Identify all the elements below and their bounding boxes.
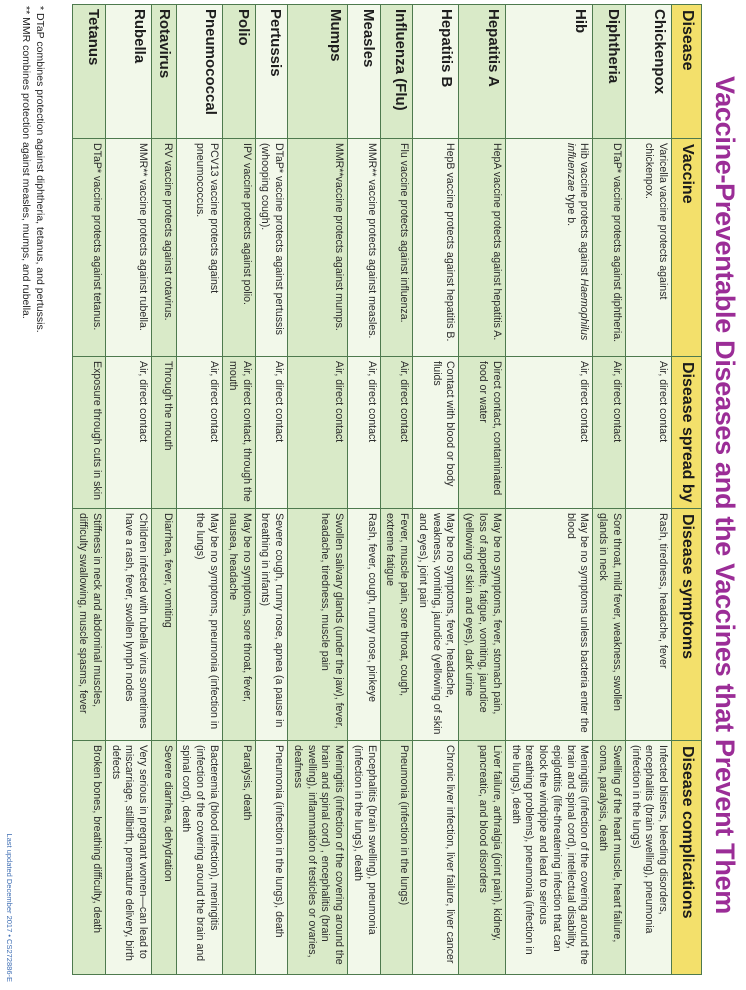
symptoms-cell: May be no symptoms, sore throat, fever, nausea, headache [223, 509, 256, 741]
vaccine-italic-text: Haemophilus influenzae [564, 143, 591, 341]
vaccine-cell [505, 139, 593, 357]
symptoms-cell: Children infected with rubella virus sometimes have a rash, fever, swollen lymph nodes [105, 509, 151, 741]
footnotes [19, 6, 46, 333]
symptoms-cell: May be no symptoms unless bacteria enter the blood [505, 509, 593, 741]
table-row [380, 5, 413, 975]
table-row [152, 5, 177, 975]
complications-cell: Chronic liver infection, liver failure, liver cancer [413, 741, 459, 975]
disease-cell: Measles [348, 5, 381, 139]
complications-cell: Pneumonia (infection in the lungs), death [255, 741, 288, 975]
vaccine-cell: HepA vaccine protects against hepatitis A. [459, 139, 505, 357]
spread-cell: Air, direct contact [505, 357, 593, 509]
vaccine-table [72, 4, 702, 975]
disease-cell: Mumps [288, 5, 348, 139]
disease-cell: Polio [223, 5, 256, 139]
vaccine-cell: Flu vaccine protects against influenza. [380, 139, 413, 357]
table-row [288, 5, 348, 975]
vaccine-table-container [72, 4, 702, 974]
vaccine-cell: DTaP* vaccine protects against diphtheria. [593, 139, 626, 357]
complications-cell: Very serious in pregnant women—can lead to miscarriage, stillbirth, premature delivery, birth defects [105, 741, 151, 975]
column-header-disease: Disease [672, 5, 702, 139]
disease-cell: Hib [505, 5, 593, 139]
footnote-mmr: ** MMR combines protection against measles, mumps, and rubella. [20, 6, 33, 319]
table-header-row [672, 5, 702, 975]
vaccine-cell: IPV vaccine protects against polio. [223, 139, 256, 357]
spread-cell: Air, direct contact, through the mouth [223, 357, 256, 509]
spread-cell: Air, direct contact [105, 357, 151, 509]
symptoms-cell: Severe cough, runny nose, apnea (a pause in breathing in infants) [255, 509, 288, 741]
symptoms-cell: May be no symptoms, fever, stomach pain, loss of appetite, fatigue, vomiting, jaundice (yellowing of skin and eyes), dark urine [459, 509, 505, 741]
disease-cell: Rubella [105, 5, 151, 139]
table-row [105, 5, 151, 975]
vaccine-cell: PCV13 vaccine protects against pneumococcus. [176, 139, 222, 357]
complications-cell: Pneumonia (infection in the lungs) [380, 741, 413, 975]
table-row [176, 5, 222, 975]
disease-cell: Diphtheria [593, 5, 626, 139]
spread-cell: Air, direct contact [255, 357, 288, 509]
spread-cell: Air, direct contact [380, 357, 413, 509]
spread-cell: Air, direct contact [348, 357, 381, 509]
spread-cell: Through the mouth [152, 357, 177, 509]
vaccine-cell: MMR**vaccine protects against mumps. [288, 139, 348, 357]
disease-cell: Influenza (Flu) [380, 5, 413, 139]
table-row [459, 5, 505, 975]
symptoms-cell: Sore throat, mild fever, weakness, swollen glands in neck [593, 509, 626, 741]
symptoms-cell: Fever, muscle pain, sore throat, cough, extreme fatigue [380, 509, 413, 741]
table-row [413, 5, 459, 975]
footnote-dtap: * DTaP combines protection against diphtheria, tetanus, and pertussis. [34, 6, 46, 333]
disease-cell: Hepatitis A [459, 5, 505, 139]
vaccine-cell: MMR** vaccine protects against rubella. [105, 139, 151, 357]
symptoms-cell: Diarrhea, fever, vomiting [152, 509, 177, 741]
complications-cell: Meningitis (infection of the covering around the brain and spinal cord) , encephalitis (brain swelling), inflammation of testicles or ovaries, deafness [288, 741, 348, 975]
complications-cell: Encephalitis (brain swelling), pneumonia (infection in the lungs), death [348, 741, 381, 975]
spread-cell: Air, direct contact [625, 357, 671, 509]
disease-cell: Hepatitis B [413, 5, 459, 139]
disease-cell: Tetanus [73, 5, 106, 139]
spread-cell: Air, direct contact [288, 357, 348, 509]
column-header-spread: Disease spread by [672, 357, 702, 509]
disease-cell: Chickenpox [625, 5, 671, 139]
complications-cell: Liver failure, arthralgia (joint pain), kidney, pancreatic, and blood disorders [459, 741, 505, 975]
vaccine-text: Hib vaccine protects against [578, 143, 591, 279]
spread-cell: Direct contact, contaminated food or water [459, 357, 505, 509]
vaccine-cell: HepB vaccine protects against hepatitis B. [413, 139, 459, 357]
vaccine-text-end: type b. [564, 191, 577, 227]
last-updated-note: Last updated December 2017 • CS272886-E [5, 833, 14, 982]
complications-cell: Infected blisters, bleeding disorders, encephalitis (brain swelling), pneumonia (infection in the lungs) [625, 741, 671, 975]
column-header-symptoms: Disease symptoms [672, 509, 702, 741]
table-row [348, 5, 381, 975]
symptoms-cell: Swollen salivary glands (under the jaw), fever, headache, tiredness, muscle pain [288, 509, 348, 741]
spread-cell: Air, direct contact [593, 357, 626, 509]
vaccine-cell: Varicella vaccine protects against chickenpox. [625, 139, 671, 357]
disease-cell: Rotavirus [152, 5, 177, 139]
vaccine-cell: RV vaccine protects against rotavirus. [152, 139, 177, 357]
spread-cell: Contact with blood or body fluids [413, 357, 459, 509]
table-row [223, 5, 256, 975]
symptoms-cell: Rash, fever, cough, runny nose, pinkeye [348, 509, 381, 741]
symptoms-cell: Rash, tiredness, headache, fever [625, 509, 671, 741]
complications-cell: Broken bones, breathing difficulty, death [73, 741, 106, 975]
table-row [593, 5, 626, 975]
table-row [255, 5, 288, 975]
symptoms-cell: May be no symptoms, pneumonia (infection in the lungs) [176, 509, 222, 741]
column-header-complications: Disease complications [672, 741, 702, 975]
complications-cell: Severe diarrhea, dehydration [152, 741, 177, 975]
table-row [625, 5, 671, 975]
symptoms-cell: May be no symptoms, fever, headache, weakness, vomiting, jaundice (yellowing of skin and eyes), joint pain [413, 509, 459, 741]
complications-cell: Meningitis (infection of the covering around the brain and spinal cord), intellectual disability, epiglottitis (life-threatening infection that can block the windpipe and lead to serious breathing problems), pneumonia (infection in the lungs), death [505, 741, 593, 975]
spread-cell: Air, direct contact [176, 357, 222, 509]
vaccine-cell: DTaP* vaccine protects against tetanus. [73, 139, 106, 357]
disease-cell: Pneumococcal [176, 5, 222, 139]
complications-cell: Swelling of the heart muscle, heart failure, coma, paralysis, death [593, 741, 626, 975]
vaccine-cell: DTaP* vaccine protects against pertussis (whooping cough). [255, 139, 288, 357]
table-row [505, 5, 593, 975]
disease-cell: Pertussis [255, 5, 288, 139]
complications-cell: Paralysis, death [223, 741, 256, 975]
column-header-vaccine: Vaccine [672, 139, 702, 357]
page-title: Vaccine-Preventable Diseases and the Vaccines that Prevent Them [710, 76, 740, 914]
vaccine-cell: MMR** vaccine protects against measles. [348, 139, 381, 357]
symptoms-cell: Stiffness in neck and abdominal muscles, difficulty swallowing, muscle spasms, fever [73, 509, 106, 741]
table-row [73, 5, 106, 975]
spread-cell: Exposure through cuts in skin [73, 357, 106, 509]
complications-cell: Bacteremia (blood infection), meningitis (infection of the covering around the brain and spinal cord), death [176, 741, 222, 975]
